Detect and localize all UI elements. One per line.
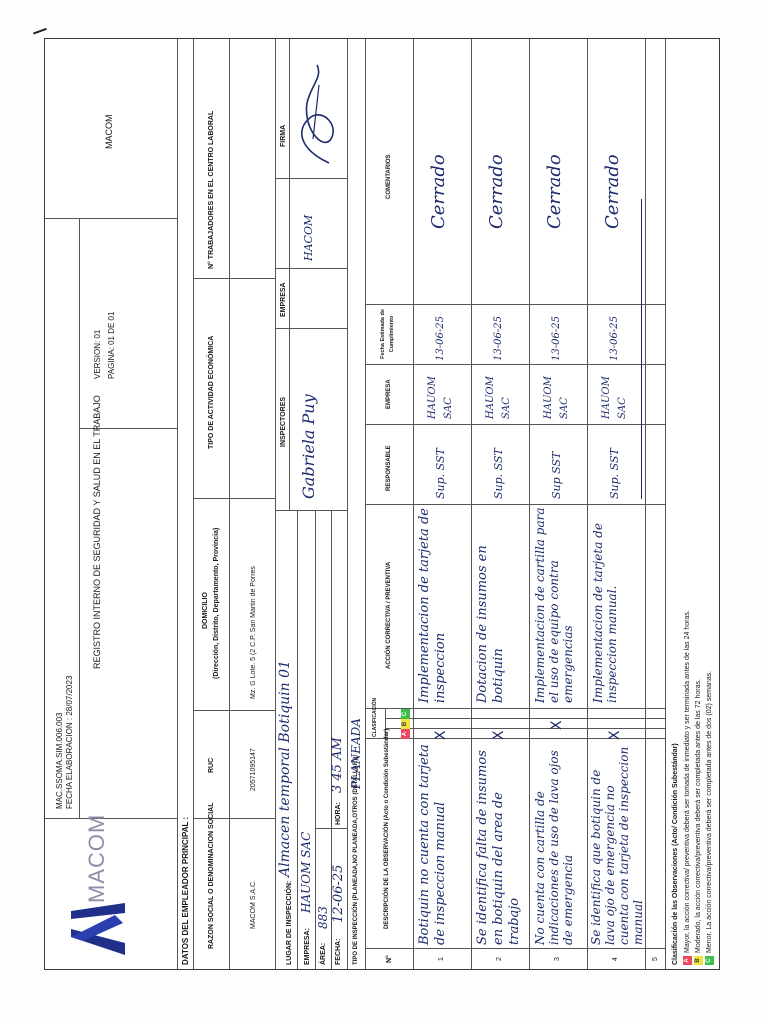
row-desc: Botiquin no cuenta con tarjeta de inspeccion manual xyxy=(417,744,448,945)
domicilio-header: DOMICILIO xyxy=(202,592,209,629)
form-title: REGISTRO INTERNO DE SEGURIDAD Y SALUD EN EL TRABAJO xyxy=(92,395,102,669)
employer-section-title: DATOS DEL EMPLEADOR PRINCIPAL : xyxy=(181,816,190,965)
row-fecha: 13-06-25 xyxy=(609,316,620,361)
signature-image xyxy=(289,59,345,169)
logo-text: MACOM xyxy=(84,813,109,903)
version: VERSION: 01 xyxy=(93,329,102,379)
row-comment: Cerrado xyxy=(486,154,507,229)
row-resp: Sup. SST xyxy=(434,448,447,499)
hora-label: HORA: xyxy=(335,802,342,825)
legend-title: Clasificación de las Observaciones (Acto/ Condición Subestándar) xyxy=(672,743,679,965)
row-comment: Cerrado xyxy=(428,154,449,229)
inspection-form xyxy=(44,38,720,970)
legend-swatch-b: B xyxy=(694,956,703,965)
row-fecha: 13-06-25 xyxy=(551,316,562,361)
razon-social-header: RAZON SOCIAL O DENOMINACION SOCIAL xyxy=(208,802,215,949)
row-empresa: HAUOM SAC xyxy=(601,376,628,419)
brand-right: MACOM xyxy=(104,114,114,149)
row-resp: Sup. SST xyxy=(492,448,505,499)
lugar-label: LUGAR DE INSPECCIÓN: xyxy=(286,880,293,965)
legend-swatch-c: C xyxy=(705,956,714,965)
empresa-value: HAUOM SAC xyxy=(299,831,313,913)
inspector-empresa-header: EMPRESA xyxy=(280,282,287,317)
col-no-header: N° xyxy=(386,955,393,963)
inspector-name: Gabriela Puy xyxy=(299,394,318,499)
fecha-label: FECHA: xyxy=(335,938,342,965)
row-desc: Se identifica que botiquin de lava ojo de emergencia no cuenta con tarjeta de inspeccion manual xyxy=(589,746,645,945)
domicilio-value: Mz. G Lote. 5 (2 C.P. San Martin de Porres xyxy=(250,566,257,699)
row-no: 3 xyxy=(554,957,561,961)
page-number: PAGINA: 01 DE 01 xyxy=(107,311,116,379)
doc-code: MAC.SSOMA.SIM.006.003 xyxy=(55,712,64,809)
row-mark: X xyxy=(491,730,507,740)
fecha-value: 12-06-25 xyxy=(331,864,346,923)
col-emp-header: EMPRESA xyxy=(386,379,392,409)
row-desc: No cuenta con cartilla de indicaciones de uso de lava ojos de emergencia xyxy=(533,750,575,945)
row-no: 1 xyxy=(438,957,445,961)
row-accion: Implementacion de tarjeta de inspeccion xyxy=(417,508,448,703)
tipo-value: PLANEADA xyxy=(349,718,363,789)
row-accion: Implementacion de cartilla para el uso de equipo contra emergencias xyxy=(533,507,575,703)
strike-line xyxy=(641,199,642,499)
row-no: 4 xyxy=(612,957,619,961)
row-resp: Sup SST xyxy=(550,451,563,499)
row-mark: X xyxy=(549,720,565,730)
row-fecha: 13-06-25 xyxy=(493,316,504,361)
row-mark: X xyxy=(433,730,449,740)
rotated-form-content xyxy=(45,39,719,969)
inspectores-header: INSPECTORES xyxy=(280,396,287,447)
table-row xyxy=(645,39,666,969)
area-label: ÁREA: xyxy=(320,942,327,965)
col-desc-header: DESCRIPCIÓN DE LA OBSERVACIÓN (Acto o Condición Subestándar) xyxy=(384,728,390,929)
elab-date: FECHA ELABORACION : 28/07/2023 xyxy=(65,675,74,809)
tipo-label: TIPO DE INSPECCIÓN (PLANEADA,NO PLANEADA,OTROS (DETALLAR)): xyxy=(353,754,359,965)
row-mark: X xyxy=(607,730,623,740)
clasif-chip-c: C xyxy=(401,709,410,719)
row-comment: Cerrado xyxy=(544,154,565,229)
row-desc: Se identifica falta de insumos en botiquin del area de trabajo xyxy=(475,750,522,945)
inspector-empresa: HACOM xyxy=(302,214,315,261)
col-resp-header: RESPONSABLE xyxy=(386,445,392,491)
ruc-value: 20571095147 xyxy=(250,748,257,791)
firma-header: FIRMA xyxy=(280,124,287,147)
domicilio-subheader: (Dirección, Distrito, Departamento, Provincia) xyxy=(213,527,220,679)
col-accion-header: ACCIÓN CORRECTIVA / PREVENTIVA xyxy=(386,561,392,669)
col-fecha-header: Fecha Estimada de Cumplimiento xyxy=(380,309,395,359)
row-no: 5 xyxy=(652,957,659,961)
legend-text-b: Moderado, la acción correctiva/preventiva deberá ser completada antes de las 72 horas. xyxy=(695,679,702,953)
row-accion: Dotacion de insumos en botiquin xyxy=(475,545,506,703)
row-empresa: HAUOM SAC xyxy=(543,376,570,419)
col-clasif-header: CLASIFICACIÓN xyxy=(372,697,378,737)
empresa-label: EMPRESA: xyxy=(304,928,311,965)
lugar-value: Almacen temporal Botiquin 01 xyxy=(277,660,293,877)
row-empresa: HAUOM SAC xyxy=(427,376,454,419)
clasif-chip-b: B xyxy=(401,719,410,729)
legend-swatch-a: A xyxy=(683,956,692,965)
col-coment-header: COMENTARIOS xyxy=(386,154,392,199)
row-comment: Cerrado xyxy=(602,154,623,229)
row-no: 2 xyxy=(496,957,503,961)
row-fecha: 13-06-25 xyxy=(435,316,446,361)
razon-social-value: MACOM S.A.C. xyxy=(250,879,257,929)
row-resp: Sup. SST xyxy=(608,448,621,499)
hora-value: 3 45 AM xyxy=(330,737,345,793)
area-value: 883 xyxy=(316,906,330,929)
trabajadores-header: N° TRABAJADORES EN EL CENTRO LABORAL xyxy=(208,110,215,269)
row-accion: Implementacion de tarjeta de inspeccion manual. xyxy=(591,523,619,703)
clasif-chip-a: A xyxy=(401,729,410,739)
ruc-header: RUC xyxy=(208,757,215,773)
actividad-header: TIPO DE ACTIVIDAD ECONÓMICA xyxy=(208,335,215,449)
legend-text-c: Menor. La acción correctiva/preventiva deberá ser completada antes de dos (02) semanas. xyxy=(706,670,713,953)
row-empresa: HAUOM SAC xyxy=(485,376,512,419)
legend-text-a: Mayor, la acción correctiva/ preventiva deberá ser tomada de inmediato y ser terminada antes de las 24 horas. xyxy=(684,610,691,953)
